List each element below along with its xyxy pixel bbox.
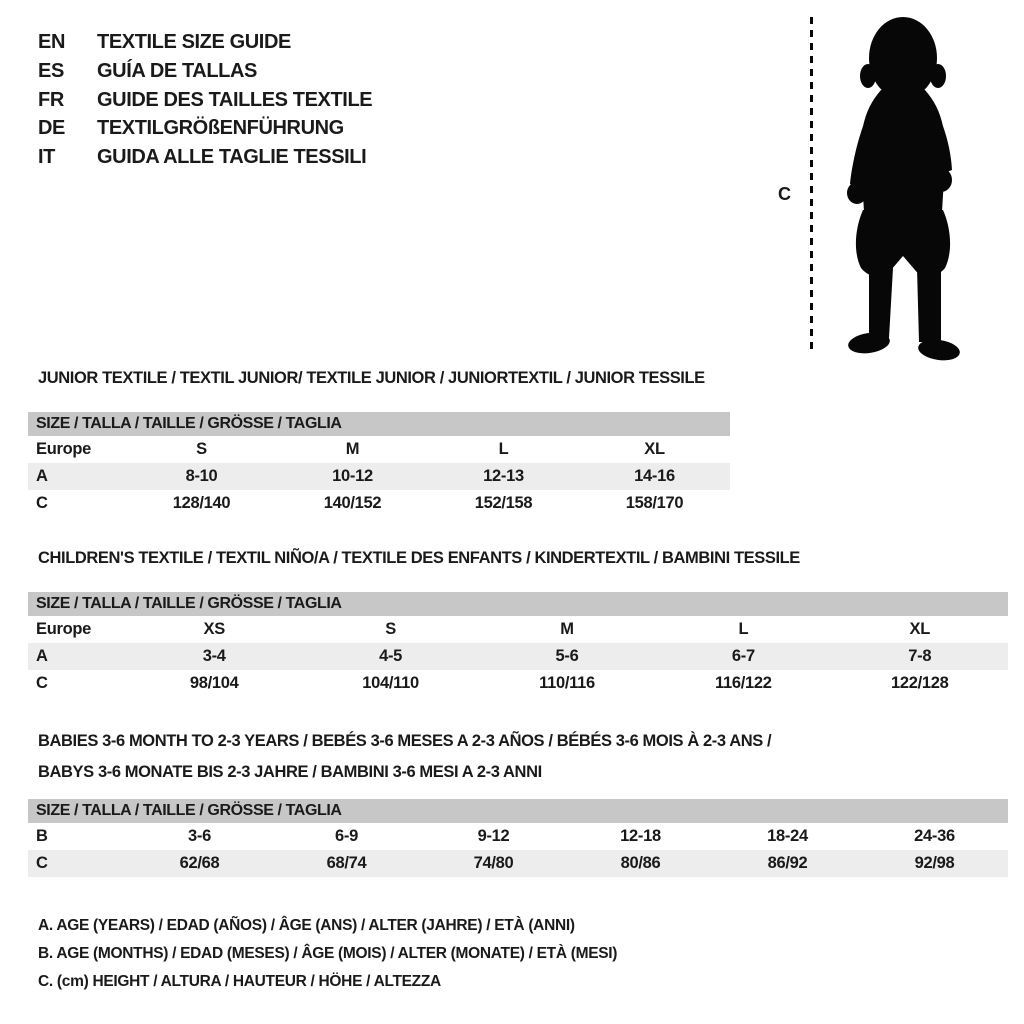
cell: S — [385, 620, 396, 638]
cell: 9-12 — [477, 827, 510, 845]
row-label: Europe — [36, 440, 92, 458]
cell: 3-4 — [202, 647, 226, 665]
cell: 116/122 — [715, 674, 772, 692]
cell: M — [345, 440, 360, 458]
table-row — [28, 670, 1008, 697]
cell: 5-6 — [555, 647, 579, 665]
language-row — [38, 114, 372, 143]
cell: 12-18 — [620, 827, 661, 845]
row-label: C — [36, 494, 48, 512]
guide-title: GUIDA ALLE TAGLIE TESSILI — [97, 146, 367, 169]
row-label: C — [36, 674, 48, 692]
dotted-measure-line — [810, 17, 813, 354]
cell: XS — [203, 620, 225, 638]
guide-title: TEXTILE SIZE GUIDE — [97, 31, 291, 53]
language-title-list — [38, 28, 372, 172]
cell: 86/92 — [767, 854, 808, 872]
cell: XL — [644, 440, 665, 458]
size-table-children — [28, 616, 1008, 697]
table-row — [28, 490, 730, 517]
legend — [38, 912, 617, 996]
cell: 158/170 — [625, 494, 684, 512]
cell: 14-16 — [634, 467, 675, 485]
cell: 104/110 — [362, 674, 419, 692]
cell: 110/116 — [539, 674, 595, 692]
size-table-junior — [28, 436, 730, 517]
cell: 6-9 — [335, 827, 358, 845]
cell: 74/80 — [473, 854, 514, 872]
table-row — [28, 463, 730, 490]
language-code: IT — [38, 146, 55, 169]
language-code: FR — [38, 88, 64, 111]
language-row — [38, 143, 372, 172]
cell: 80/86 — [620, 854, 661, 872]
table-caption-bar: SIZE / TALLA / TAILLE / GRÖSSE / TAGLIA — [28, 799, 1008, 823]
cell: 4-5 — [379, 647, 403, 665]
cell: L — [738, 620, 749, 638]
height-figure — [770, 12, 1015, 374]
cell: 8-10 — [185, 467, 218, 485]
row-label: A — [36, 467, 48, 485]
language-row — [38, 86, 372, 115]
language-row — [38, 57, 372, 86]
section-heading-babies — [38, 726, 771, 788]
cell: XL — [909, 620, 931, 638]
cell: 6-7 — [731, 647, 755, 665]
table-row — [28, 850, 1008, 877]
language-code: EN — [38, 31, 65, 53]
row-label: A — [36, 647, 48, 665]
cell: 10-12 — [332, 467, 373, 485]
children-table-block — [28, 592, 1008, 697]
language-code: ES — [38, 59, 64, 82]
cell: 24-36 — [914, 827, 955, 845]
section-heading-junior: JUNIOR TEXTILE / TEXTIL JUNIOR/ TEXTILE JUNIOR / JUNIORTEXTIL / JUNIOR TESSILE — [38, 369, 705, 387]
language-row — [38, 28, 372, 57]
guide-title: GUÍA DE TALLAS — [97, 59, 257, 82]
cell: 152/158 — [474, 494, 533, 512]
cell: 92/98 — [914, 854, 955, 872]
cell: 98/104 — [189, 674, 239, 692]
table-caption-bar: SIZE / TALLA / TAILLE / GRÖSSE / TAGLIA — [28, 412, 730, 436]
cell: L — [498, 440, 509, 458]
table-row — [28, 823, 1008, 850]
table-row — [28, 616, 1008, 643]
legend-line-a: A. AGE (YEARS) / EDAD (AÑOS) / ÂGE (ANS) / ALTER (JAHRE) / ETÀ (ANNI) — [38, 917, 575, 934]
section-heading-babies-line1: BABIES 3-6 MONTH TO 2-3 YEARS / BEBÉS 3-6 MESES A 2-3 AÑOS / BÉBÉS 3-6 MOIS À 2-3 ANS / — [38, 732, 772, 750]
legend-line-c: C. (cm) HEIGHT / ALTURA / HAUTEUR / HÖHE / ALTEZZA — [38, 973, 441, 990]
cell: 140/152 — [323, 494, 382, 512]
guide-title: GUIDE DES TAILLES TEXTILE — [97, 88, 373, 111]
height-measure-label: C — [778, 184, 791, 204]
cell: 122/128 — [891, 674, 949, 692]
cell: 12-13 — [483, 467, 524, 485]
junior-table-block — [28, 412, 730, 517]
section-heading-children: CHILDREN'S TEXTILE / TEXTIL NIÑO/A / TEXTILE DES ENFANTS / KINDERTEXTIL / BAMBINI TESSILE — [38, 549, 800, 567]
babies-table-block — [28, 799, 1008, 877]
cell: 62/68 — [179, 854, 220, 872]
table-caption-bar: SIZE / TALLA / TAILLE / GRÖSSE / TAGLIA — [28, 592, 1008, 616]
cell: 18-24 — [767, 827, 808, 845]
baby-silhouette-icon — [823, 14, 988, 364]
row-label: C — [36, 854, 48, 872]
table-row — [28, 643, 1008, 670]
legend-line-b: B. AGE (MONTHS) / EDAD (MESES) / ÂGE (MOIS) / ALTER (MONATE) / ETÀ (MESI) — [38, 945, 618, 962]
section-heading-babies-line2: BABYS 3-6 MONATE BIS 2-3 JAHRE / BAMBINI 3-6 MESI A 2-3 ANNI — [38, 763, 542, 781]
table-row — [28, 436, 730, 463]
guide-title: TEXTILGRÖßENFÜHRUNG — [97, 117, 344, 140]
cell: M — [560, 620, 574, 638]
cell: 128/140 — [172, 494, 231, 512]
language-code: DE — [38, 117, 65, 140]
cell: 68/74 — [326, 854, 367, 872]
size-table-babies — [28, 823, 1008, 877]
cell: 7-8 — [908, 647, 932, 665]
row-label: Europe — [36, 620, 92, 638]
cell: S — [196, 440, 207, 458]
cell: 3-6 — [188, 827, 211, 845]
row-label: B — [36, 827, 48, 845]
